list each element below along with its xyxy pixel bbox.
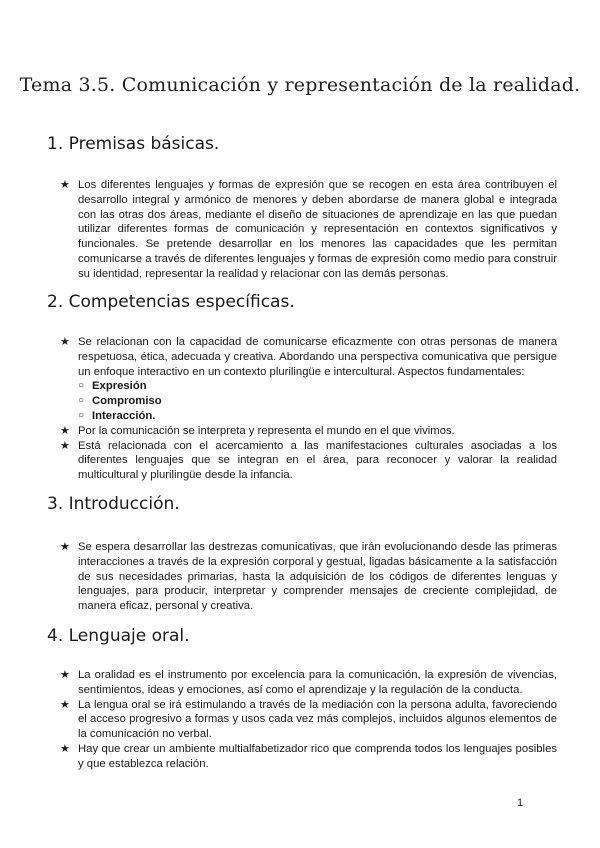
star-bullet-icon: ★	[60, 439, 70, 452]
section-heading: 3. Introducción.	[47, 494, 180, 514]
list-item-text: Los diferentes lenguajes y formas de expresión que se recogen en esta área contribuyen el desarrollo integral y armónico de menores y deben abordarse de manera global e integrada con las otras dos áreas, mediante el diseño de situaciones de aprendizaje en las que puedan utilizar diferentes formas de comunicación y representación en contextos significativos y funcionales. Se pretende desarrollar en los menores las capacidades que les permitan comunicarse a través de diferentes lenguajes y formas de expresión como medio para construir su identidad, representar la realidad y relacionar con las demás personas.	[78, 179, 557, 280]
section-heading: 4. Lenguaje oral.	[47, 626, 190, 646]
star-bullet-icon: ★	[60, 698, 70, 711]
circle-bullet-icon: ○	[78, 409, 85, 421]
list-item-text: Por la comunicación se interpreta y representa el mundo en el que vivimos.	[78, 424, 455, 437]
list-item-text: Se relacionan con la capacidad de comunicarse eficazmente con otras personas de manera respetuosa, ética, adecuada y creativa. Abordando una perspectiva comunicativa que persigue un enfoque interactivo en un contexto plurilingüe e intercultural. Aspectos fundamentales:	[78, 336, 557, 378]
sub-list-item	[78, 379, 557, 394]
page-title: Tema 3.5. Comunicación y representación de la realidad.	[19, 74, 581, 96]
bullet-list	[60, 335, 557, 483]
sub-list-item	[78, 394, 557, 409]
list-item-text: La lengua oral se irá estimulando a través de la mediación con la persona adulta, favoreciendo el acceso progresivo a formas y usos cada vez más complejos, incluidos algunos elementos de la comunicación no verbal.	[78, 698, 557, 741]
list-item	[60, 178, 557, 282]
sub-list-item-text: Interacción.	[92, 409, 156, 422]
circle-bullet-icon: ○	[78, 395, 85, 407]
list-item	[60, 668, 557, 698]
sub-list-item	[78, 409, 557, 424]
sub-list	[78, 379, 557, 423]
star-bullet-icon: ★	[60, 669, 70, 681]
list-item	[60, 742, 557, 772]
list-item-text: Hay que crear un ambiente multialfabetizador rico que comprenda todos los lenguajes posibles y que establezca relación.	[78, 742, 557, 770]
section-heading: 2. Competencias específicas.	[47, 292, 295, 312]
list-item	[60, 424, 557, 439]
section-heading: 1. Premisas básicas.	[47, 134, 220, 154]
page-number: 1	[517, 797, 524, 809]
bullet-list	[60, 540, 557, 614]
star-bullet-icon: ★	[60, 424, 70, 437]
star-bullet-icon: ★	[60, 541, 70, 553]
star-bullet-icon: ★	[60, 742, 70, 755]
sub-list-item-text: Expresión	[92, 380, 147, 393]
list-item	[60, 439, 557, 483]
sub-list-item-text: Compromiso	[92, 395, 162, 408]
list-item	[60, 335, 557, 424]
star-bullet-icon: ★	[60, 179, 70, 191]
list-item-text: Se espera desarrollar las destrezas comunicativas, que irán evolucionando desde las primeras interacciones a través de la expresión corporal y gestual, ligadas básicamente a la satisfacción de sus necesidades primarias, hasta la adquisición de los códigos de diferentes lenguas y lenguajes, para producir, interpretar y comprender mensajes de creciente complejidad, de manera eficaz, personal y creativa.	[78, 541, 557, 613]
list-item	[60, 540, 557, 614]
star-bullet-icon: ★	[60, 336, 70, 348]
bullet-list	[60, 668, 557, 772]
list-item	[60, 698, 557, 742]
circle-bullet-icon: ○	[78, 380, 85, 392]
list-item-text: La oralidad es el instrumento por excelencia para la comunicación, la expresión de vivencias, sentimientos, ideas y emociones, así como el aprendizaje y la regulación de la conducta.	[78, 669, 557, 696]
list-item-text: Está relacionada con el acercamiento a las manifestaciones culturales asociadas a los diferentes lenguajes que se integran en el área, para reconocer y valorar la realidad multicultural y plurilingüe desde la infancia.	[78, 439, 557, 482]
bullet-list	[60, 178, 557, 282]
